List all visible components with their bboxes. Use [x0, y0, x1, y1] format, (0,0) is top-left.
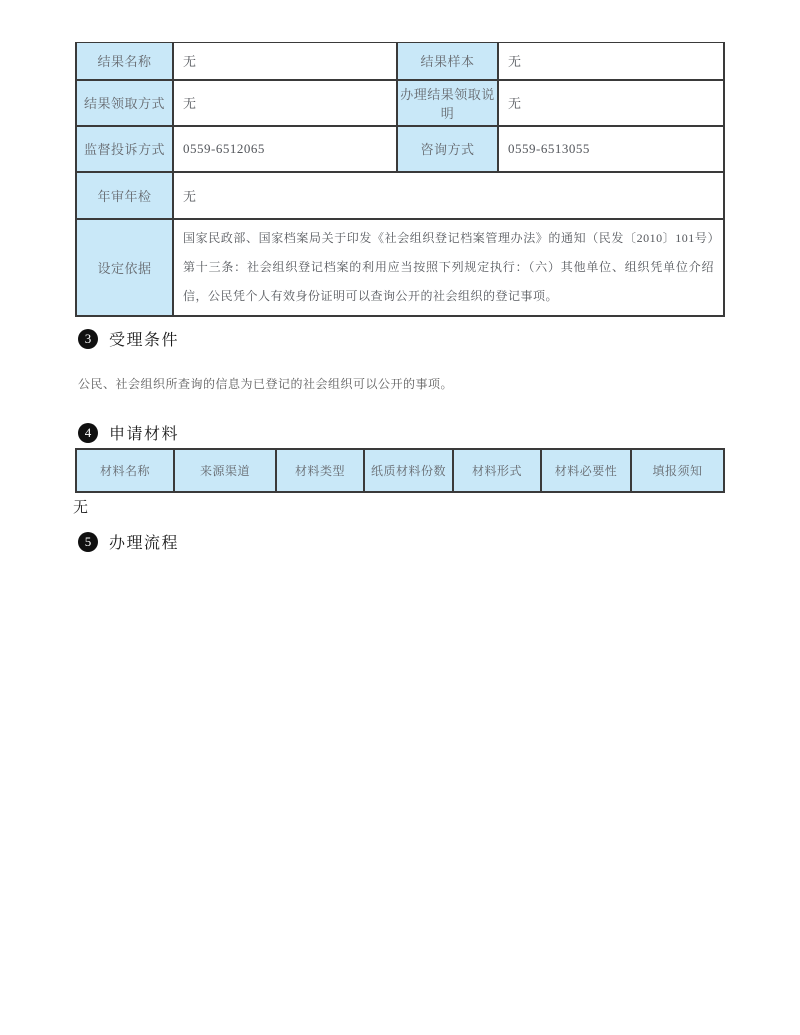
header-material-type: 材料类型 — [276, 449, 364, 492]
section-process-flow — [78, 530, 179, 553]
header-material-name: 材料名称 — [76, 449, 174, 492]
value-annual-check: 无 — [173, 172, 724, 219]
table-row — [76, 80, 724, 126]
header-material-necessity: 材料必要性 — [541, 449, 631, 492]
header-filling-notes: 填报须知 — [631, 449, 724, 492]
section-number-badge: 3 — [78, 329, 98, 349]
value-result-pickup-note: 无 — [498, 80, 724, 126]
value-legal-basis: 国家民政部、国家档案局关于印发《社会组织登记档案管理办法》的通知（民发〔2010〕101号）第十三条：社会组织登记档案的利用应当按照下列规定执行：（六）其他单位、组织凭单位介绍信，公民凭个人有效身份证明可以查询公开的社会组织的登记事项。 — [173, 219, 724, 316]
value-complaint-phone: 0559-6512065 — [173, 126, 397, 172]
table-row — [76, 219, 724, 316]
label-legal-basis: 设定依据 — [76, 219, 173, 316]
value-result-sample: 无 — [498, 43, 724, 80]
service-info-table — [75, 42, 725, 317]
table-row — [76, 126, 724, 172]
materials-empty-text: 无 — [73, 500, 90, 516]
table-row — [76, 43, 724, 80]
value-result-name: 无 — [173, 43, 397, 80]
section-title: 受理条件 — [109, 332, 180, 349]
materials-table — [75, 448, 725, 493]
value-result-pickup-method: 无 — [173, 80, 397, 126]
section-title: 申请材料 — [109, 426, 180, 443]
table-row — [76, 172, 724, 219]
header-paper-copies: 纸质材料份数 — [364, 449, 453, 492]
header-material-form: 材料形式 — [453, 449, 541, 492]
section-title: 办理流程 — [109, 535, 180, 552]
section-application-materials — [78, 421, 179, 444]
label-result-sample: 结果样本 — [397, 43, 498, 80]
header-source-channel: 来源渠道 — [174, 449, 276, 492]
materials-header-row — [76, 449, 724, 492]
section-acceptance-conditions — [78, 327, 179, 350]
label-result-pickup-method: 结果领取方式 — [76, 80, 173, 126]
label-complaint-method: 监督投诉方式 — [76, 126, 173, 172]
label-result-name: 结果名称 — [76, 43, 173, 80]
section-number-badge: 4 — [78, 423, 98, 443]
label-result-pickup-note: 办理结果领取说明 — [397, 80, 498, 126]
section-number-badge: 5 — [78, 532, 98, 552]
label-consult-method: 咨询方式 — [397, 126, 498, 172]
label-annual-check: 年审年检 — [76, 172, 173, 219]
acceptance-conditions-text: 公民、社会组织所查询的信息为已登记的社会组织可以公开的事项。 — [78, 377, 454, 391]
value-consult-phone: 0559-6513055 — [498, 126, 724, 172]
